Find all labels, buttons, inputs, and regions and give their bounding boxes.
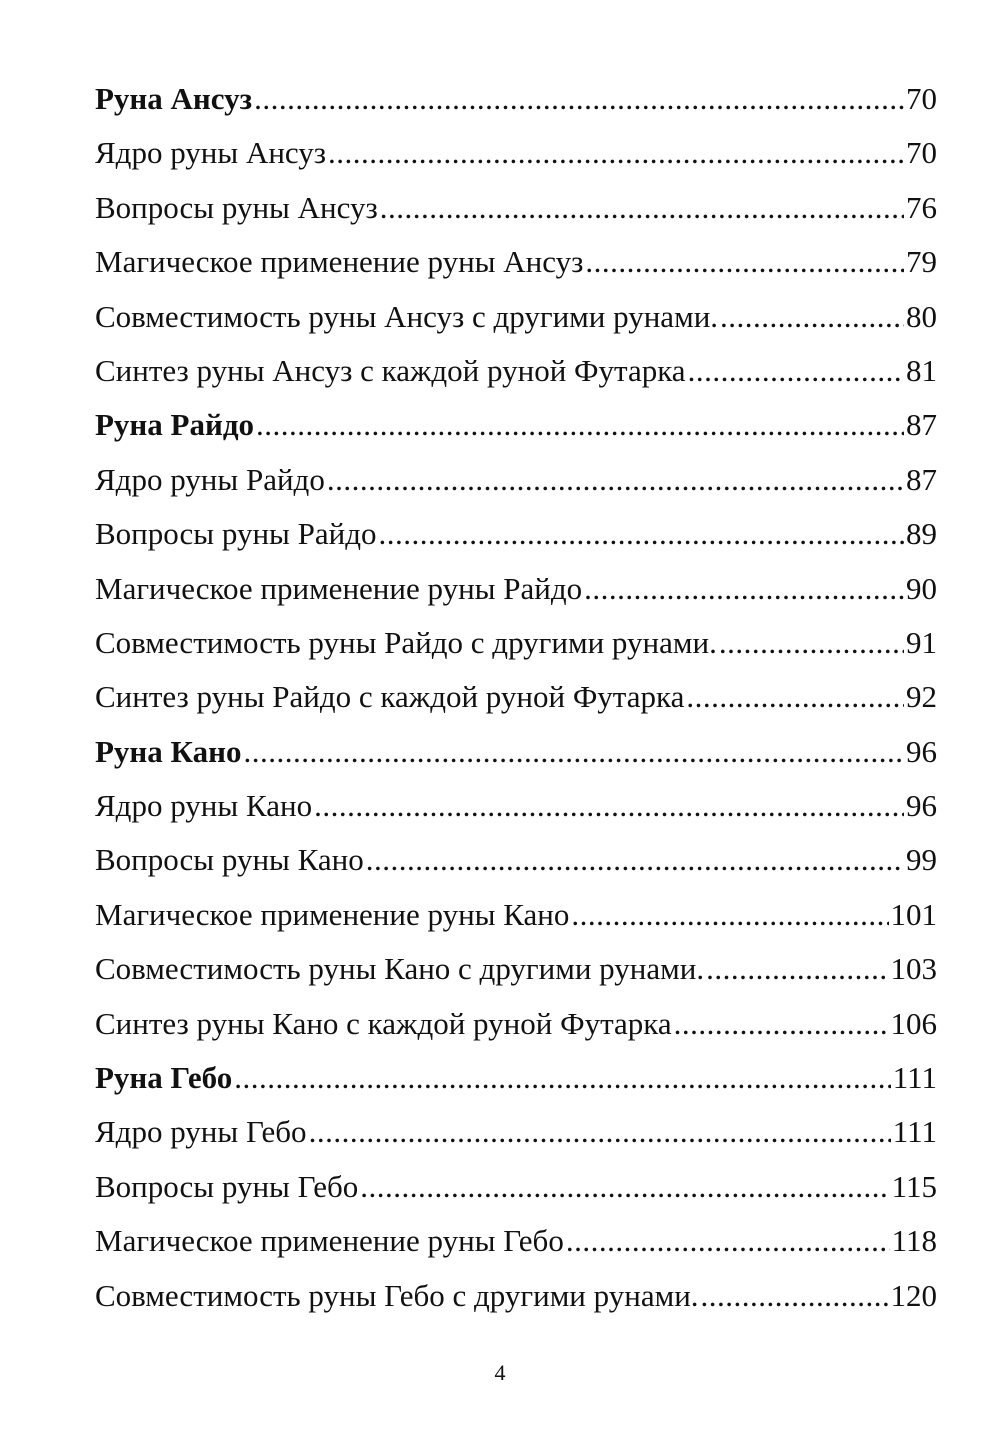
toc-dot-leader <box>380 181 904 235</box>
toc-entry-title: Совместимость руны Кано с другими рунами. <box>95 951 705 987</box>
toc-entry-page: 70 <box>906 135 937 171</box>
toc-chapter-entry[interactable] <box>95 72 937 126</box>
toc-entry-title: Магическое применение руны Гебо <box>95 1223 564 1259</box>
toc-entry-page: 87 <box>906 407 937 443</box>
toc-entry[interactable] <box>95 562 937 616</box>
toc-entry-title: Совместимость руны Гебо с другими рунами. <box>95 1277 699 1313</box>
toc-entry-page: 91 <box>906 624 937 660</box>
toc-entry[interactable] <box>95 833 937 887</box>
toc-entry-title: Магическое применение руны Кано <box>95 896 570 932</box>
toc-entry-title: Руна Ансуз <box>95 81 253 116</box>
toc-entry[interactable] <box>95 1160 937 1214</box>
toc-entry[interactable] <box>95 1214 937 1268</box>
page-number: 4 <box>494 1360 506 1385</box>
toc-chapter-entry[interactable] <box>95 1051 937 1105</box>
toc-dot-leader <box>566 1214 890 1268</box>
toc-entry-title: Магическое применение руны Ансуз <box>95 244 584 280</box>
toc-entry-title: Синтез руны Ансуз с каждой руной Футарка <box>95 352 686 388</box>
toc-entry-title: Магическое применение руны Райдо <box>95 570 583 606</box>
toc-entry[interactable] <box>95 1105 937 1159</box>
toc-entry-page: 80 <box>906 298 937 334</box>
toc-dot-leader <box>366 833 904 887</box>
toc-entry[interactable] <box>95 888 937 942</box>
toc-entry[interactable] <box>95 507 937 561</box>
toc-entry-title: Вопросы руны Райдо <box>95 516 377 552</box>
toc-entry-page: 90 <box>906 570 937 606</box>
toc-entry-page: 96 <box>906 733 937 769</box>
toc-entry[interactable] <box>95 779 937 833</box>
toc-entry-title: Руна Кано <box>95 733 242 769</box>
toc-dot-leader <box>584 562 904 616</box>
toc-dot-leader <box>571 888 888 942</box>
toc-entry[interactable] <box>95 235 937 289</box>
toc-entry-page: 99 <box>906 842 937 878</box>
toc-dot-leader <box>688 344 904 398</box>
toc-chapter-entry[interactable] <box>95 725 937 779</box>
toc-dot-leader <box>256 398 904 452</box>
toc-entry[interactable] <box>95 181 937 235</box>
toc-entry-page: 81 <box>906 352 937 388</box>
toc-entry-page: 79 <box>906 244 937 280</box>
toc-dot-leader <box>585 235 904 289</box>
toc-entry-page: 120 <box>890 1277 937 1313</box>
toc-dot-leader <box>314 779 904 833</box>
toc-dot-leader <box>254 72 904 126</box>
toc-entry-title: Ядро руны Ансуз <box>95 135 327 171</box>
toc-entry-page: 92 <box>906 679 937 715</box>
toc-entry-page: 87 <box>906 461 937 497</box>
toc-entry-page: 106 <box>890 1005 937 1041</box>
toc-dot-leader <box>674 997 889 1051</box>
toc-entry[interactable] <box>95 1269 937 1323</box>
toc-entry-page: 89 <box>906 516 937 552</box>
toc-dot-leader <box>234 1051 891 1105</box>
toc-entry[interactable] <box>95 344 937 398</box>
toc-entry-title: Ядро руны Кано <box>95 788 313 824</box>
toc-entry-title: Совместимость руны Ансуз с другими рунами. <box>95 298 719 334</box>
toc-entry-title: Ядро руны Райдо <box>95 461 325 497</box>
toc-entry-page: 111 <box>892 1060 937 1096</box>
toc-entry-page: 115 <box>891 1168 937 1204</box>
toc-dot-leader <box>379 507 905 561</box>
toc-entry-page: 96 <box>906 788 937 824</box>
toc-entry-page: 111 <box>892 1114 937 1150</box>
toc-entry[interactable] <box>95 453 937 507</box>
toc-entry-page: 103 <box>890 951 937 987</box>
toc-entry[interactable] <box>95 997 937 1051</box>
toc-dot-leader <box>719 616 904 670</box>
toc-entry[interactable] <box>95 942 937 996</box>
toc-entry[interactable] <box>95 290 937 344</box>
toc-entry[interactable] <box>95 126 937 180</box>
toc-entry[interactable] <box>95 616 937 670</box>
toc-entry-title: Руна Райдо <box>95 407 255 443</box>
toc-entry-title: Вопросы руны Гебо <box>95 1168 359 1204</box>
toc-dot-leader <box>328 126 904 180</box>
toc-entry[interactable] <box>95 670 937 724</box>
toc-dot-leader <box>686 670 904 724</box>
toc-dot-leader <box>706 942 888 996</box>
toc-dot-leader <box>720 290 904 344</box>
toc-entry-title: Ядро руны Гебо <box>95 1114 307 1150</box>
toc-chapter-entry[interactable] <box>95 398 937 452</box>
toc-entry-title: Совместимость руны Райдо с другими рунами. <box>95 624 717 660</box>
table-of-contents <box>95 72 937 1323</box>
toc-dot-leader <box>360 1160 889 1214</box>
toc-dot-leader <box>701 1269 889 1323</box>
toc-entry-title: Руна Гебо <box>95 1060 233 1096</box>
toc-dot-leader <box>309 1105 891 1159</box>
toc-entry-page: 76 <box>906 189 937 225</box>
toc-entry-page: 118 <box>891 1223 937 1259</box>
toc-entry-title: Синтез руны Кано с каждой руной Футарка <box>95 1005 672 1041</box>
toc-entry-title: Вопросы руны Ансуз <box>95 189 378 225</box>
toc-entry-title: Синтез руны Райдо с каждой руной Футарка <box>95 679 685 715</box>
toc-dot-leader <box>327 453 904 507</box>
toc-entry-page: 70 <box>906 81 937 116</box>
toc-dot-leader <box>243 725 904 779</box>
toc-entry-title: Вопросы руны Кано <box>95 842 364 878</box>
toc-entry-page: 101 <box>890 896 937 932</box>
